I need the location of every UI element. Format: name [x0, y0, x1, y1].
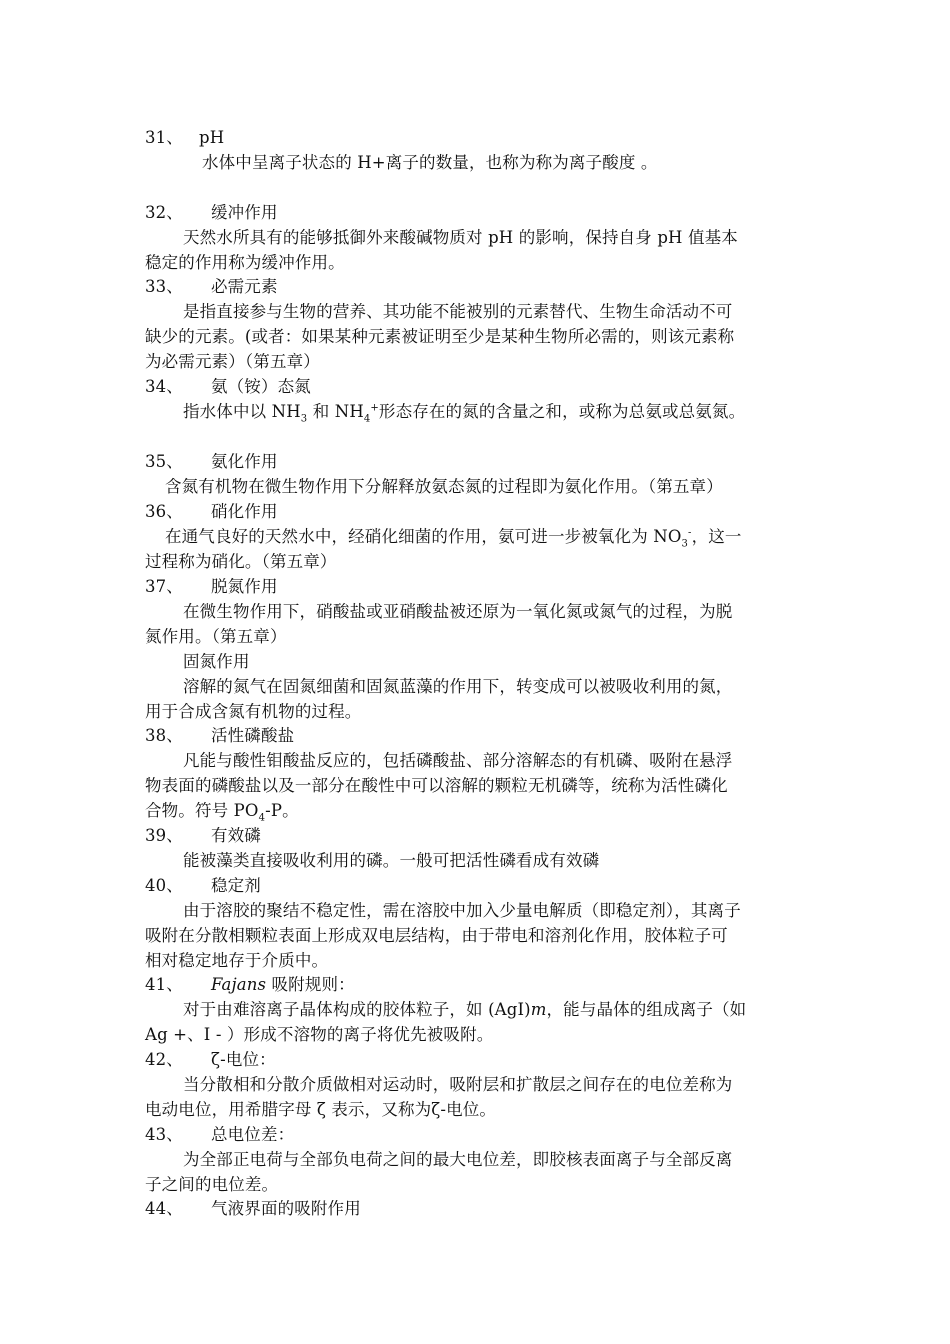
definition-line: 稳定的作用称为缓冲作用。 — [145, 253, 345, 272]
item-42-heading — [145, 1047, 810, 1072]
definition-line: 能被藻类直接吸收利用的磷。一般可把活性磷看成有效磷 — [183, 851, 600, 870]
term-title: 缓冲作用 — [211, 203, 278, 222]
definition-line — [145, 997, 848, 1022]
definition-line: 溶解的氮气在固氮细菌和固氮蓝藻的作用下，转变成可以被吸收利用的氮， — [183, 677, 733, 696]
item-39-heading — [145, 823, 810, 848]
text-run: 和 NH — [307, 402, 364, 421]
definition-line — [145, 798, 810, 823]
item-number: 32、 — [145, 203, 183, 222]
term-title: 氨（铵）态氮 — [211, 377, 311, 396]
text-run: 对于由难溶离子晶体构成的胶体粒子，如 (AgI) — [183, 1000, 531, 1019]
text-run: ，能与晶体的组成离子（如 — [546, 1000, 747, 1019]
definition-line: 电动电位，用希腊字母 ζ 表示，又称为ζ-电位。 — [145, 1100, 497, 1119]
text-run: 合物。符号 PO — [145, 801, 259, 820]
term-title: pH — [199, 128, 225, 147]
item-number: 37、 — [145, 577, 183, 596]
subscript: 3 — [300, 413, 308, 425]
item-38-heading — [145, 723, 810, 748]
term-title: 活性磷酸盐 — [211, 726, 295, 745]
term-title: 必需元素 — [211, 277, 278, 296]
term-title: 有效磷 — [211, 826, 261, 845]
item-number: 43、 — [145, 1125, 183, 1144]
item-35-heading — [145, 449, 810, 474]
definition-line: 由于溶胶的聚结不稳定性，需在溶胶中加入少量电解质（即稳定剂），其离子 — [183, 901, 741, 920]
item-33-heading — [145, 274, 810, 299]
item-37-heading — [145, 574, 810, 599]
definition-line: 过程称为硝化。（第五章） — [145, 552, 337, 571]
item-number: 41、 — [145, 975, 183, 994]
text-run: -P。 — [265, 801, 299, 820]
term-title: ζ-电位： — [211, 1050, 276, 1069]
definition-line: 氮作用。（第五章） — [145, 627, 287, 646]
text-run: 在通气良好的天然水中，经硝化细菌的作用，氨可进一步被氧化为 NO — [165, 527, 682, 546]
item-36-heading — [145, 499, 810, 524]
definition-line: 用于合成含氮有机物的过程。 — [145, 702, 362, 721]
term-title: 气液界面的吸附作用 — [211, 1199, 361, 1218]
term-title: 稳定剂 — [211, 876, 261, 895]
item-number: 42、 — [145, 1050, 183, 1069]
definition-line: 在微生物作用下，硝酸盐或亚硝酸盐被还原为一氧化氮或氮气的过程，为脱 — [183, 602, 733, 621]
item-44-heading — [145, 1196, 810, 1221]
definition-line: Ag +、I - ）形成不溶物的离子将优先被吸附。 — [145, 1025, 494, 1044]
item-43-heading — [145, 1122, 810, 1147]
term-title: 硝化作用 — [211, 502, 278, 521]
term-title: 总电位差： — [211, 1125, 295, 1144]
item-number: 36、 — [145, 502, 183, 521]
subscript: 3 — [681, 538, 689, 550]
item-number: 31、 — [145, 128, 183, 147]
text-run: 指水体中以 NH — [183, 402, 301, 421]
text-run: 形态存在的氮的含量之和，或称为总氨或总氨氮。 — [378, 402, 746, 421]
term-title: 氨化作用 — [211, 452, 278, 471]
term-title: 固氮作用 — [183, 652, 250, 671]
item-number: 39、 — [145, 826, 183, 845]
item-40-heading — [145, 873, 810, 898]
definition-line — [145, 399, 848, 424]
term-title: 脱氮作用 — [211, 577, 278, 596]
item-number: 38、 — [145, 726, 183, 745]
item-number: 35、 — [145, 452, 183, 471]
item-number: 40、 — [145, 876, 183, 895]
italic-run: m — [530, 1000, 547, 1019]
definition-line: 凡能与酸性钼酸盐反应的，包括磷酸盐、部分溶解态的有机磷、吸附在悬浮 — [183, 751, 733, 770]
item-41-heading — [145, 972, 810, 997]
item-number: 33、 — [145, 277, 183, 296]
definition-line: 为必需元素）（第五章） — [145, 352, 320, 371]
subscript: 4 — [258, 812, 266, 824]
definition-line: 缺少的元素。(或者：如果某种元素被证明至少是某种生物所必需的，则该元素称 — [145, 327, 735, 346]
term-title-italic: Fajans — [211, 975, 267, 994]
subscript: 4 — [363, 413, 371, 425]
definition-line: 水体中呈离子状态的 H+离子的数量，也称为称为离子酸度 。 — [202, 153, 658, 172]
superscript: + — [370, 402, 379, 414]
definition-line: 天然水所具有的能够抵御外来酸碱物质对 pH 的影响，保持自身 pH 值基本 — [183, 228, 738, 247]
item-34-heading — [145, 374, 810, 399]
definition-line: 当分散相和分散介质做相对运动时，吸附层和扩散层之间存在的电位差称为 — [183, 1075, 733, 1094]
definition-line: 相对稳定地存于介质中。 — [145, 951, 329, 970]
item-31-heading — [145, 125, 810, 150]
definition-line: 是指直接参与生物的营养、其功能不能被别的元素替代、生物生命活动不可 — [183, 302, 733, 321]
definition-line — [145, 524, 830, 549]
definition-line: 子之间的电位差。 — [145, 1175, 279, 1194]
definition-line: 为全部正电荷与全部负电荷之间的最大电位差，即胶核表面离子与全部反离 — [183, 1150, 733, 1169]
item-number: 34、 — [145, 377, 183, 396]
definition-line: 含氮有机物在微生物作用下分解释放氨态氮的过程即为氨化作用。（第五章） — [165, 477, 723, 496]
definition-line: 物表面的磷酸盐以及一部分在酸性中可以溶解的颗粒无机磷等，统称为活性磷化 — [145, 776, 728, 795]
item-32-heading — [145, 200, 810, 225]
superscript: - — [688, 527, 692, 539]
term-title: 吸附规则： — [266, 975, 355, 994]
text-run: ，这一 — [691, 527, 742, 546]
item-number: 44、 — [145, 1199, 183, 1218]
definition-line: 吸附在分散相颗粒表面上形成双电层结构，由于带电和溶剂化作用，胶体粒子可 — [145, 926, 728, 945]
